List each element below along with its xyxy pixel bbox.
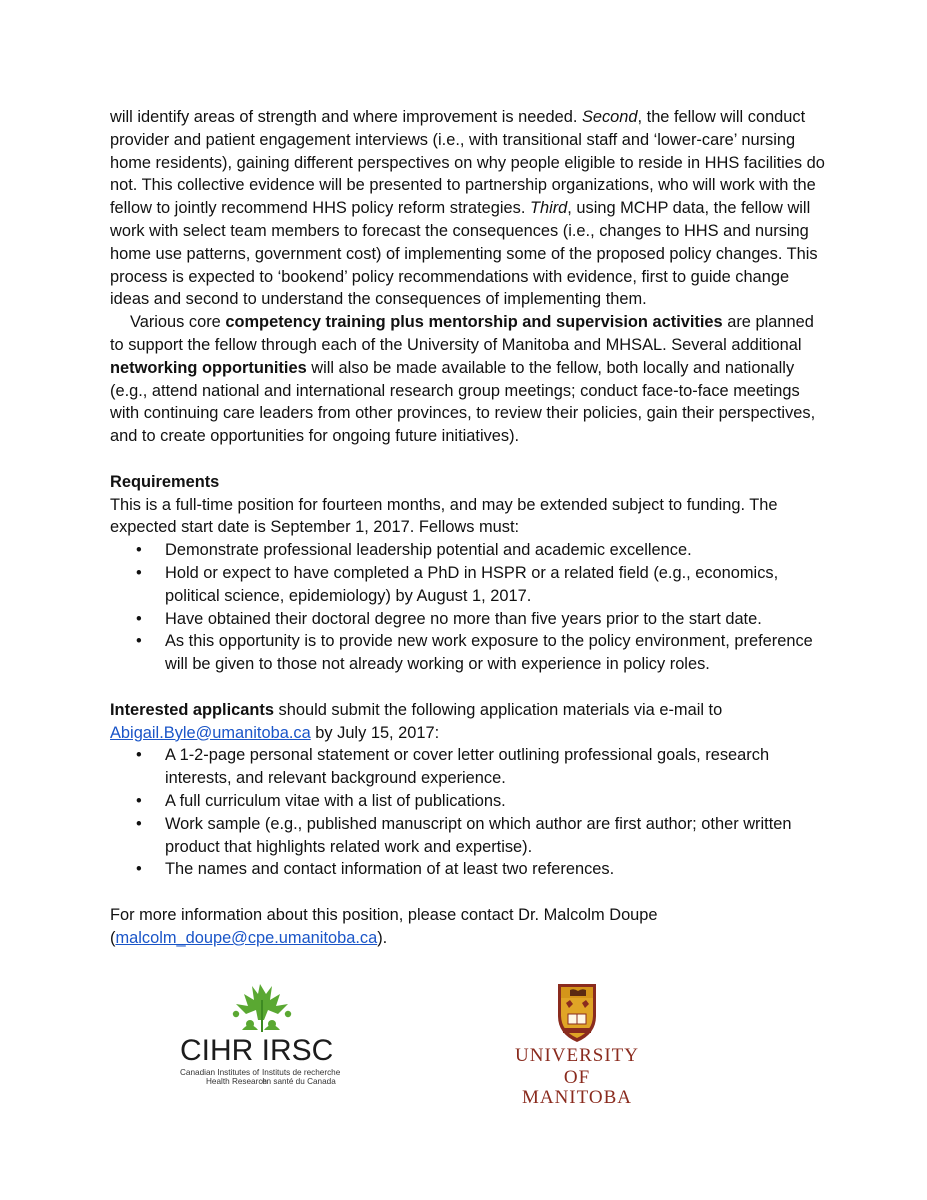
bold-competency-training: competency training plus mentorship and supervision activities: [225, 313, 723, 332]
emphasis-third: Third: [529, 199, 568, 218]
application-materials-list: [110, 744, 830, 881]
um-crest-icon: [512, 982, 642, 1044]
list-item: • The names and contact information of at least two references.: [110, 858, 830, 881]
requirements-intro: This is a full-time position for fourteen months, and may be extended subject to funding. The expected start date is September 1, 2017. Fellows must:: [110, 495, 778, 537]
list-item: • A 1-2-page personal statement or cover letter outlining professional goals, research interests, and relevant background experience.: [110, 744, 830, 790]
bold-interested-applicants: Interested applicants: [110, 700, 274, 719]
list-item: • A full curriculum vitae with a list of publications.: [110, 790, 830, 813]
paragraph-training: Various core competency training plus mentorship and supervision activities are planned to support the fellow through each of the University of Manitoba and MHSAL. Several additional networking opportunities will also be made available to the fellow, both locally and nationally (e.g., attend national and international research group meetings; conduct face-to-face meetings with continuing care leaders from other provinces, to review their policies, gain their perspectives, and to create opportunities for ongoing future initiatives).: [110, 313, 816, 446]
um-wordmark-line1: UNIVERSITY: [515, 1045, 639, 1066]
list-item: • Hold or expect to have completed a PhD in HSPR or a related field (e.g., economics, political science, epidemiology) by August 1, 2017.: [110, 562, 830, 608]
cihr-logo: [172, 980, 362, 1090]
list-item: • As this opportunity is to provide new work exposure to the policy environment, preference will be given to those not already working or with experience in policy roles.: [110, 630, 830, 676]
cihr-french-name: Instituts de recherche en santé du Canada: [262, 1068, 341, 1086]
contact-paragraph: For more information about this position, please contact Dr. Malcolm Doupe (malcolm_doupe@cpe.umanitoba.ca).: [110, 905, 658, 947]
emphasis-second: Second: [581, 108, 638, 126]
application-email-link[interactable]: Abigail.Byle@umanitoba.ca: [110, 723, 311, 742]
contact-email-link[interactable]: malcolm_doupe@cpe.umanitoba.ca: [115, 928, 378, 947]
cihr-leaf-icon: [172, 980, 362, 1040]
university-of-manitoba-logo: [512, 982, 642, 1108]
cihr-english-name: Canadian Institutes of Health Research: [180, 1068, 267, 1086]
requirements-list: [110, 539, 830, 676]
list-item: • Work sample (e.g., published manuscript on which author are first author; other written product that highlights related work and expertise).: [110, 813, 830, 859]
list-item: • Demonstrate professional leadership potential and academic excellence.: [110, 539, 830, 562]
paragraph-methods: will identify areas of strength and where improvement is needed. Second, the fellow will conduct provider and patient engagement interviews (i.e., with transitional staff and ‘lower-care’ nursing home residents), gaining different perspectives on why people eligible to reside in HHS facilities do not. This collective evidence will be presented to partnership organizations, who will work with the fellow to jointly recommend HHS policy reform strategies. Third, using MCHP data, the fellow will work with select team members to forecast the consequences (i.e., changes to HHS and nursing home use patterns, government cost) of implementing some of the proposed policy changes. This process is expected to ‘bookend’ policy recommendations with evidence, first to guide change ideas and second to understand the consequences of implementing them.: [110, 108, 825, 309]
bold-networking: networking opportunities: [110, 358, 307, 377]
list-item: • Have obtained their doctoral degree no more than five years prior to the start date.: [110, 608, 830, 631]
requirements-heading: Requirements: [110, 472, 220, 491]
applicants-paragraph: Interested applicants should submit the following application materials via e-mail to Abigail.Byle@umanitoba.ca by July 15, 2017:: [110, 700, 723, 742]
cihr-wordmark: CIHR IRSC: [180, 1034, 334, 1067]
document-body: [110, 106, 830, 949]
um-wordmark-line2: OF MANITOBA: [521, 1067, 633, 1108]
footer-logos: [0, 980, 927, 1108]
